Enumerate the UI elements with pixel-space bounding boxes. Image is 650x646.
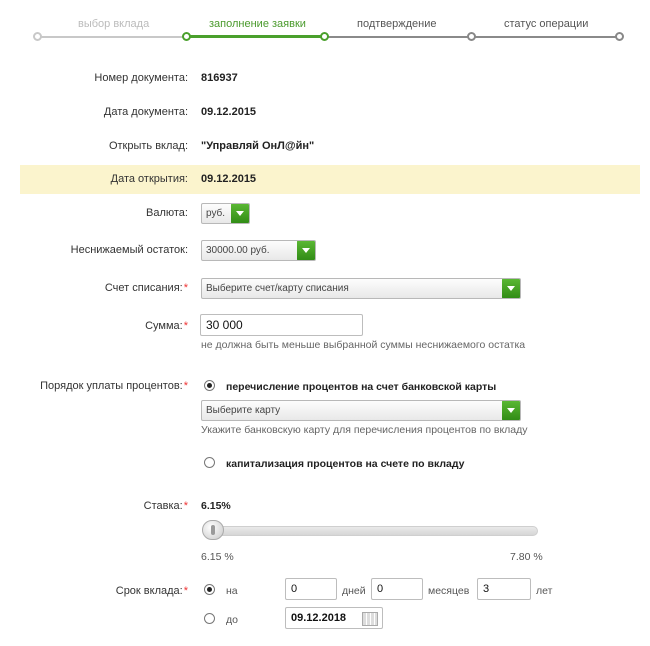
term-period-radio[interactable] <box>204 584 215 595</box>
chevron-down-icon[interactable] <box>297 240 316 261</box>
interest-to-card-label[interactable]: перечисление процентов на счет банковской карты <box>226 381 497 393</box>
rate-slider-thumb[interactable] <box>202 520 224 540</box>
step-line-4 <box>472 36 620 38</box>
rate-slider-track[interactable] <box>205 526 538 536</box>
term-months-input[interactable] <box>371 578 423 600</box>
term-until-radio[interactable] <box>204 613 215 624</box>
doc-date-value: 09.12.2015 <box>201 106 257 118</box>
term-days-label: дней <box>342 585 366 597</box>
rate-max-label: 7.80 % <box>510 551 543 563</box>
rate-value: 6.15% <box>201 500 231 512</box>
min-balance-label: Неснижаемый остаток: <box>70 244 188 256</box>
term-years-input[interactable] <box>477 578 531 600</box>
term-years-label: лет <box>536 585 553 597</box>
min-balance-select-value: 30000.00 руб. <box>206 245 270 256</box>
card-select-value: Выберите карту <box>206 405 281 416</box>
interest-label <box>40 380 188 392</box>
doc-number-value: 816937 <box>201 72 238 84</box>
currency-label: Валюта: <box>146 207 188 219</box>
currency-select-value: руб. <box>206 208 226 219</box>
open-deposit-value: "Управляй ОнЛ@йн" <box>201 140 315 152</box>
doc-number-label: Номер документа: <box>94 72 188 84</box>
term-label <box>116 585 188 597</box>
capitalization-radio[interactable] <box>204 457 215 468</box>
required-marker: * <box>183 585 188 597</box>
term-on-label: на <box>226 585 238 597</box>
open-date-label: Дата открытия: <box>110 173 188 185</box>
debit-account-select-value: Выберите счет/карту списания <box>206 283 349 294</box>
step-choose-deposit: выбор вклада <box>78 18 150 30</box>
term-until-label: до <box>226 614 238 626</box>
required-marker: * <box>183 380 188 392</box>
step-operation-status: статус операции <box>504 18 589 30</box>
debit-account-label <box>105 282 188 294</box>
step-fill-application: заполнение заявки <box>209 18 306 30</box>
debit-account-select[interactable] <box>201 278 521 299</box>
min-balance-select[interactable] <box>201 240 316 261</box>
required-marker: * <box>183 320 188 332</box>
amount-label <box>145 320 188 332</box>
step-line-3 <box>324 36 472 38</box>
required-marker: * <box>183 500 188 512</box>
step-dot-3 <box>320 32 329 41</box>
step-confirmation: подтверждение <box>357 18 437 30</box>
debit-account-label-text: Счет списания: <box>104 282 183 294</box>
card-select[interactable] <box>201 400 521 421</box>
step-dot-5 <box>615 32 624 41</box>
amount-input[interactable] <box>200 314 363 336</box>
currency-select[interactable] <box>201 203 250 224</box>
chevron-down-icon[interactable] <box>502 400 521 421</box>
rate-min-label: 6.15 % <box>201 551 234 563</box>
chevron-down-icon[interactable] <box>502 278 521 299</box>
capitalization-label[interactable]: капитализация процентов на счете по вкладу <box>226 458 465 470</box>
progress-stepper <box>0 0 650 46</box>
rate-label-text: Ставка: <box>143 500 183 512</box>
term-days-input[interactable] <box>285 578 337 600</box>
step-line-1 <box>38 36 186 38</box>
chevron-down-icon[interactable] <box>231 203 250 224</box>
step-line-2 <box>186 35 324 38</box>
card-hint: Укажите банковскую карту для перечисления процентов по вкладу <box>201 424 528 436</box>
open-date-value: 09.12.2015 <box>201 173 257 185</box>
rate-label <box>144 500 188 512</box>
interest-label-text: Порядок уплаты процентов: <box>40 380 183 392</box>
calendar-icon[interactable] <box>362 612 378 626</box>
open-deposit-label: Открыть вклад: <box>108 140 188 152</box>
term-label-text: Срок вклада: <box>115 585 183 597</box>
step-dot-4 <box>467 32 476 41</box>
step-dot-1 <box>33 32 42 41</box>
amount-label-text: Сумма: <box>145 320 183 332</box>
term-months-label: месяцев <box>428 585 470 597</box>
doc-date-label: Дата документа: <box>103 106 188 118</box>
amount-hint: не должна быть меньше выбранной суммы неснижаемого остатка <box>201 339 526 351</box>
interest-to-card-radio[interactable] <box>204 380 215 391</box>
step-dot-2 <box>182 32 191 41</box>
required-marker: * <box>183 282 188 294</box>
